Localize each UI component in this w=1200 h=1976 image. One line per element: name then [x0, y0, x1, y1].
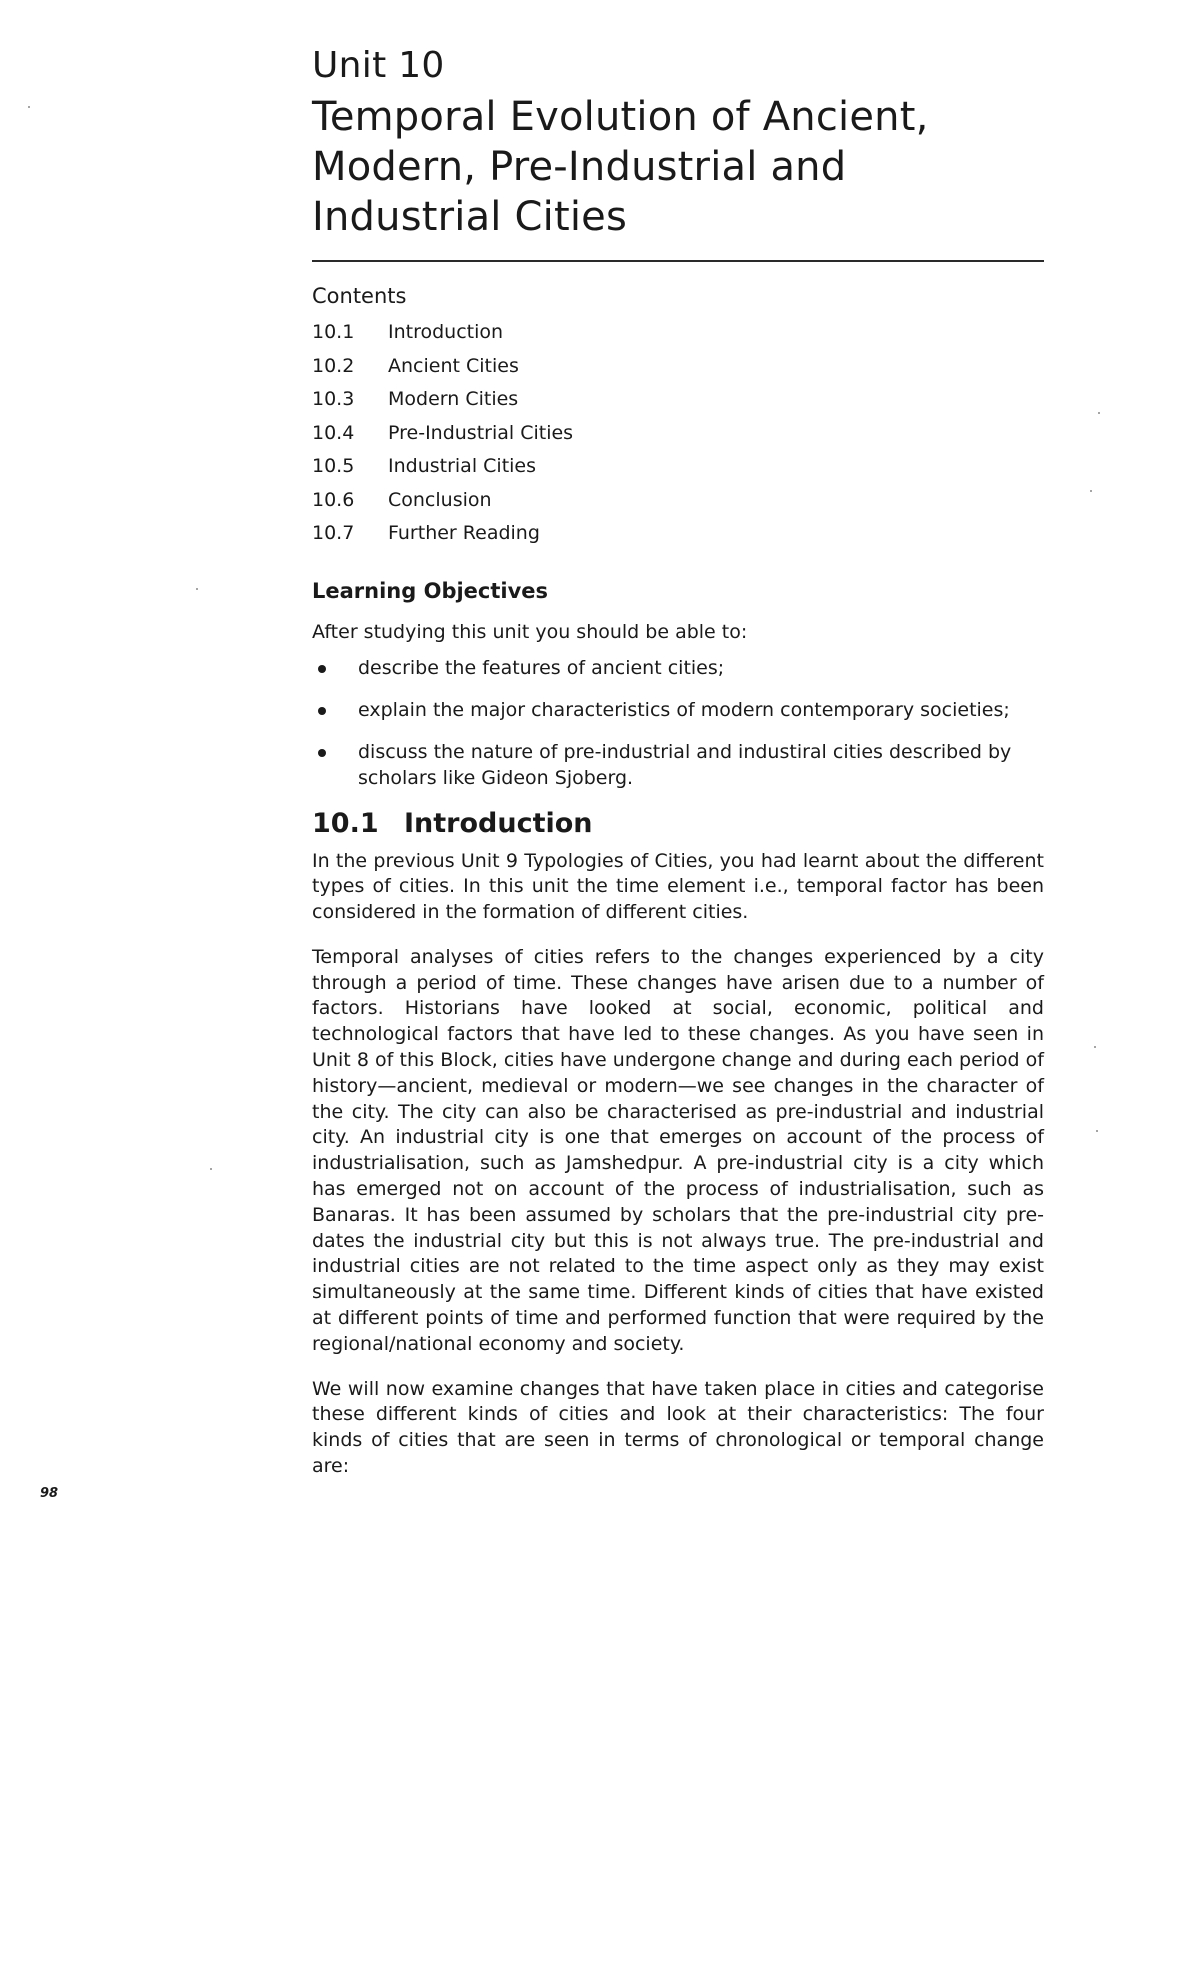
scan-speck — [28, 106, 30, 108]
learning-objectives-heading: Learning Objectives — [312, 578, 549, 603]
objective-text: discuss the nature of pre-industrial and industiral cities described by scholars like Gideon Sjoberg. — [358, 740, 1012, 789]
toc-item-label: Modern Cities — [388, 388, 519, 410]
toc-item-number: 10.2 — [312, 354, 355, 377]
unit-title — [312, 92, 1044, 242]
scan-speck — [1096, 1130, 1098, 1132]
objective-text: explain the major characteristics of modern contemporary societies; — [358, 698, 1010, 721]
toc-item — [312, 316, 1044, 350]
toc-item-label: Further Reading — [388, 522, 540, 544]
objective-item — [312, 655, 1044, 681]
toc-item-number: 10.6 — [312, 488, 355, 511]
objectives-lead: After studying this unit you should be able to: — [312, 620, 748, 643]
toc-item-number: 10.4 — [312, 421, 355, 444]
objective-text: describe the features of ancient cities; — [358, 656, 725, 679]
scan-speck — [196, 588, 198, 590]
body-paragraph: We will now examine changes that have taken place in cities and categorise these different kinds of cities and look at their characteristics: The four kinds of cities that are seen in terms of chronological or temporal change are: — [312, 1377, 1044, 1478]
unit-title-line: Modern, Pre-Industrial and — [312, 144, 847, 190]
page-number: 98 — [40, 1486, 59, 1501]
section-heading — [312, 807, 1044, 841]
toc-item-number: 10.5 — [312, 455, 355, 477]
bullet-icon — [318, 749, 326, 757]
toc-item — [312, 450, 1044, 484]
unit-title-line: Temporal Evolution of Ancient, — [312, 94, 929, 140]
title-divider — [312, 260, 1044, 262]
toc-item — [312, 383, 1044, 417]
toc-item-label: Introduction — [388, 321, 504, 343]
toc-item-label: Conclusion — [388, 488, 492, 511]
unit-label: Unit 10 — [312, 45, 445, 86]
toc-item-number: 10.1 — [312, 321, 355, 343]
toc-item — [312, 517, 1044, 551]
table-of-contents — [312, 316, 1044, 551]
toc-item-number: 10.3 — [312, 388, 355, 410]
bullet-icon — [318, 707, 326, 715]
contents-heading: Contents — [312, 284, 407, 308]
section-title: Introduction — [404, 807, 593, 839]
bullet-icon — [318, 665, 326, 673]
body-paragraph: Temporal analyses of cities refers to the changes experienced by a city through a period of time. These changes have arisen due to a number of factors. Historians have looked at social, economic, political and technological factors that have led to these changes. As you have seen in Unit 8 of this Block, cities have undergone change and during each period of history—ancient, medieval or modern—we see changes in the character of the city. The city can also be characterised as pre-industrial and industrial city. An industrial city is one that emerges on account of the process of industrialisation, such as Jamshedpur. A pre-industrial city is a city which has emerged not on account of the process of industrialisation, such as Banaras. It has been assumed by scholars that the pre-industrial city pre-dates the industrial city but this is not always true. The pre-industrial and industrial cities are not related to the time aspect only as they may exist simultaneously at the same time. Different kinds of cities that have existed at different points of time and performed function that were required by the regional/national economy and society. — [312, 945, 1044, 1355]
unit-title-line: Industrial Cities — [312, 194, 628, 240]
body-paragraph: In the previous Unit 9 Typologies of Cities, you had learnt about the different types of cities. In this unit the time element i.e., temporal factor has been considered in the formation of different cities. — [312, 849, 1044, 924]
toc-item — [312, 350, 1044, 384]
toc-item-label: Ancient Cities — [388, 354, 519, 377]
main-column — [312, 42, 1044, 1499]
toc-item — [312, 484, 1044, 518]
objective-item — [312, 739, 1044, 791]
scan-speck — [1098, 412, 1100, 414]
section-number: 10.1 — [312, 807, 379, 839]
toc-item-label: Pre-Industrial Cities — [388, 421, 574, 444]
toc-item-number: 10.7 — [312, 522, 355, 544]
objectives-list — [312, 655, 1044, 791]
scan-speck — [1090, 490, 1092, 492]
objective-item — [312, 697, 1044, 723]
scan-speck — [210, 1168, 212, 1170]
toc-item-label: Industrial Cities — [388, 455, 537, 477]
toc-item — [312, 417, 1044, 451]
scan-speck — [1094, 1046, 1096, 1048]
